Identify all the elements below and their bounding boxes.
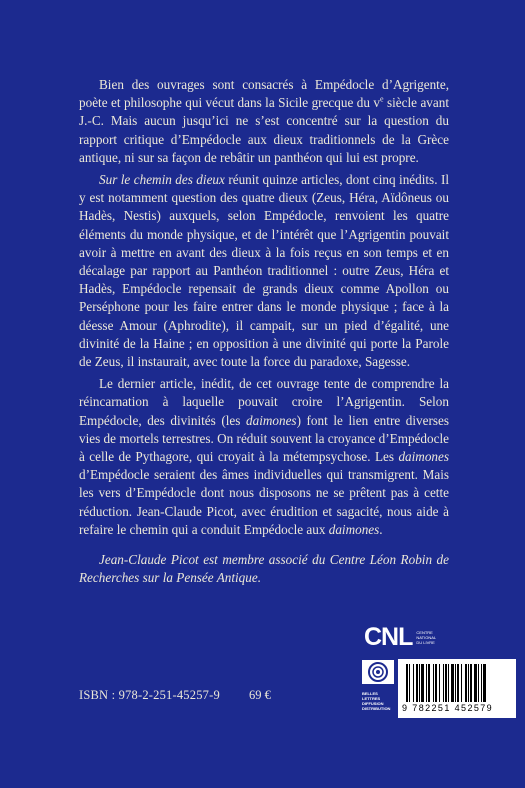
publisher-logo xyxy=(362,660,396,711)
back-cover-text xyxy=(79,76,449,587)
author-bio: Jean-Claude Picot est membre associé du Centre Léon Robin de Recherches sur la Pensée Antique. xyxy=(79,552,449,586)
barcode-bars xyxy=(406,664,510,704)
barcode xyxy=(398,659,516,718)
cnl-logo-subtitle: CENTRE NATIONAL DU LIVRE xyxy=(416,629,437,645)
paragraph-intro: Bien des ouvrages sont consacrés à Empédocle d’Agrigente, poète et philosophe qui vécut dans la Sicile grecque du $v^e$ siècle avant J.-C. Mais aucun jusqu’ici ne s’est concentré sur la question du rapport critique d’Empédocle aux dieux traditionnels de la Grèce antique, ni sur sa façon de rebâtir un panthéon qui lui est propre. xyxy=(79,77,449,165)
price: 69 € xyxy=(249,688,271,702)
cnl-logo xyxy=(364,622,464,652)
barcode-digits: 9 782251 452579 xyxy=(402,703,494,713)
book-title: Sur le chemin des dieux xyxy=(99,172,225,188)
cnl-logo-mark: CNL xyxy=(364,622,413,651)
paragraph-contents: Sur le chemin des dieux réunit quinze articles, dont cinq inédits. Il y est notamment question des quatre dieux (Zeus, Héra, Aïdôneus ou Hadès, Nestis) auxquels, selon Empédocle, renvoient les quatre éléments du monde physique, et de l’intérêt que l’Agrigentin pouvait avoir à mettre en avant des dieux à la fois reçus en son temps et en décalage par rapport au Panthéon traditionnel : outre Zeus, Héra et Hadès, Empédocle repensait de grands dieux comme Apollon ou Perséphone pour les faire entrer dans le monde physique ; face à la déesse Amour (Aphrodite), il campait, sur un pied d’égalité, une divinité de la Haine ; en opposition à une divinité qui porte la Parole de Zeus, il instaurait, avec toute la force du paradoxe, Sagesse. xyxy=(79,172,449,370)
publisher-emblem-icon xyxy=(362,660,394,684)
isbn: ISBN : 978-2-251-45257-9 xyxy=(79,688,220,702)
publisher-name: BELLES LETTRES DIFFUSION DISTRIBUTION xyxy=(362,691,391,711)
paragraph-last-article: Le dernier article, inédit, de cet ouvrage tente de comprendre la réincarnation à laquelle pouvait croire l’Agrigentin. Selon Empédocle, des divinités (les daimones) font le lien entre diverses vies de mortels terrestres. On réduit souvent la croyance d’Empédocle à celle de Pythagore, qui croyait à la métempsychose. Les daimones d’Empédocle seraient des âmes individuelles qui transmigrent. Mais les vers d’Empédocle dont nous disposons ne se prêtent pas à cette réduction. Jean-Claude Picot, avec érudition et sagacité, nous aide à refaire le chemin qui a conduit Empédocle aux daimones. xyxy=(79,376,449,537)
